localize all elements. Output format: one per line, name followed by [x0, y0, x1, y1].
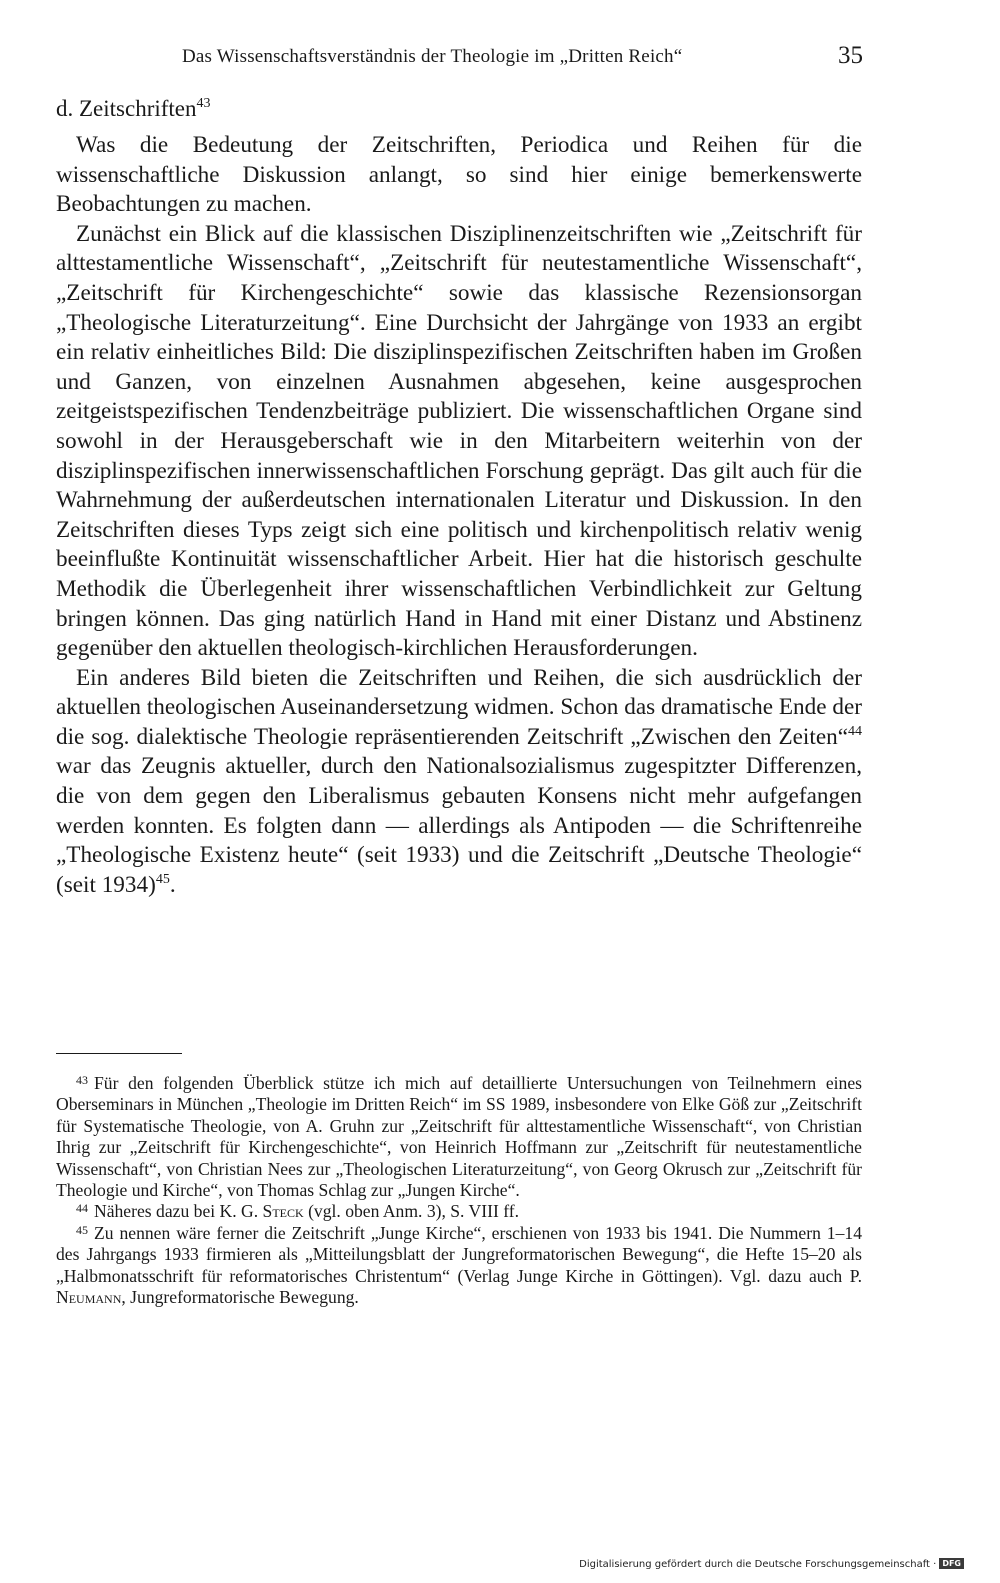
section-heading	[56, 96, 211, 122]
paragraph	[56, 131, 862, 220]
footnote-number: 43	[76, 1073, 88, 1087]
credit-text: Digitalisierung gefördert durch die Deutsche Forschungsgemeinschaft ·	[579, 1559, 937, 1570]
text-run: war das Zeugnis aktueller, durch den Nationalsozialismus zugespitzter Differenzen, die von dem gegen den Liberalismus gebauten Konsens nicht mehr aufgefangen werden konnten. Es folgten dann — allerdings als Antipoden — die Schriftenreihe „Theologische Existenz heute“ (seit 1933) und die Zeitschrift „Deutsche Theologie“ (seit 1934)	[56, 753, 862, 898]
footnote	[56, 1201, 862, 1222]
dfg-logo: DFG	[939, 1558, 964, 1569]
section-heading-text: d. Zeitschriften	[56, 96, 197, 121]
running-title: Das Wissenschaftsverständnis der Theologie im „Dritten Reich“	[182, 46, 683, 67]
page-number: 35	[838, 42, 863, 69]
text-run: Für den folgenden Überblick stütze ich mich auf detaillierte Untersuchungen von Teilnehmern eines Oberseminars in München „Theologie im Dritten Reich“ im SS 1989, insbesondere von Elke Göß zur „Zeitschrift für Systematische Theologie, von A. Gruhn zur „Zeitschrift für alttestamentliche Wissenschaft“, von Christian Ihrig zur „Zeitschrift für Kirchengeschichte“, von Heinrich Hoffmann zur „Zeitschrift für neutestamentliche Wissenschaft“, von Christian Nees zur „Theologischen Literaturzeitung“, von Georg Okrusch zur „Zeitschrift für Theologie und Kirche“, von Thomas Schlag zur „Jungen Kirche“.	[56, 1073, 862, 1201]
text-run: Näheres dazu bei K. G.	[94, 1201, 263, 1222]
text-run: Ein anderes Bild bieten die Zeitschriften und Reihen, die sich ausdrücklich der aktuellen theologischen Auseinandersetzung widmen. Schon das dramatische Ende der die sog. dialektische Theologie repräsentierenden Zeitschrift „Zwischen den Zeiten“	[56, 664, 862, 750]
footnote-reference: 45	[155, 871, 170, 887]
text-run: .	[169, 871, 176, 898]
footnote-number: 44	[76, 1201, 88, 1216]
digitization-credit	[579, 1558, 964, 1570]
footnote-reference: 43	[196, 96, 211, 111]
text-run: , Jungreformatorische Bewegung.	[121, 1287, 359, 1308]
footnote-separator	[56, 1053, 182, 1054]
text-run: (vgl. oben Anm. 3), S. VIII ff.	[303, 1201, 520, 1222]
footnote	[56, 1073, 862, 1201]
paragraph	[56, 220, 862, 664]
footnote-reference: 44	[848, 723, 862, 739]
paragraph	[56, 664, 862, 901]
footnote-number: 45	[76, 1222, 88, 1237]
text-run: Zunächst ein Blick auf die klassischen Disziplinenzeitschriften wie „Zeitschrift für alttestamentliche Wissenschaft“, „Zeitschrift für neutestamentliche Wissenschaft“, „Zeitschrift für Kirchengeschichte“ sowie das klassische Rezensionsorgan „Theologische Literaturzeitung“. Eine Durchsicht der Jahrgänge von 1933 an ergibt ein relativ einheitliches Bild: Die disziplinspezifischen Zeitschriften haben im Großen und Ganzen, von einzelnen Ausnahmen abgesehen, keine ausgesprochen zeitgeistspezifischen Tendenzbeiträge publiziert. Die wissenschaftlichen Organe sind sowohl in der Herausgeberschaft wie in den Mitarbeitern weiterhin von der disziplinspezifischen innerwissenschaftlichen Forschung geprägt. Das gilt auch für die Wahrnehmung der außerdeutschen internationalen Literatur und Diskussion. In den Zeitschriften dieses Typs zeigt sich eine politisch und kirchenpolitisch relativ wenig beeinflußte Kontinuität wissenschaftlicher Arbeit. Hier hat die historisch geschulte Methodik die Überlegenheit ihrer wissenschaftlichen Verbindlichkeit zur Geltung bringen können. Das ging natürlich Hand in Hand mit einer Distanz und Abstinenz gegenüber den aktuellen theologisch-kirchlichen Herausforderungen.	[56, 220, 862, 662]
text-run: Zu nennen wäre ferner die Zeitschrift „Junge Kirche“, erschienen von 1933 bis 1941. Die Nummern 1–14 des Jahrgangs 1933 firmieren als „Mitteilungsblatt der Jungreformatorischen Bewegung“, die Hefte 15–20 als „Halbmonatsschrift für reformatorisches Christentum“ (Verlag Junge Kirche in Göttingen). Vgl. dazu auch P.	[56, 1222, 862, 1286]
author-name: Steck	[262, 1201, 304, 1222]
footnote	[56, 1223, 862, 1309]
body-text	[56, 131, 862, 900]
footnotes	[56, 1073, 862, 1308]
author-name: Neumann	[56, 1287, 122, 1308]
text-run: Was die Bedeutung der Zeitschriften, Periodica und Reihen für die wissenschaftliche Diskussion anlangt, so sind hier einige bemerkenswerte Beobachtungen zu machen.	[56, 132, 862, 218]
